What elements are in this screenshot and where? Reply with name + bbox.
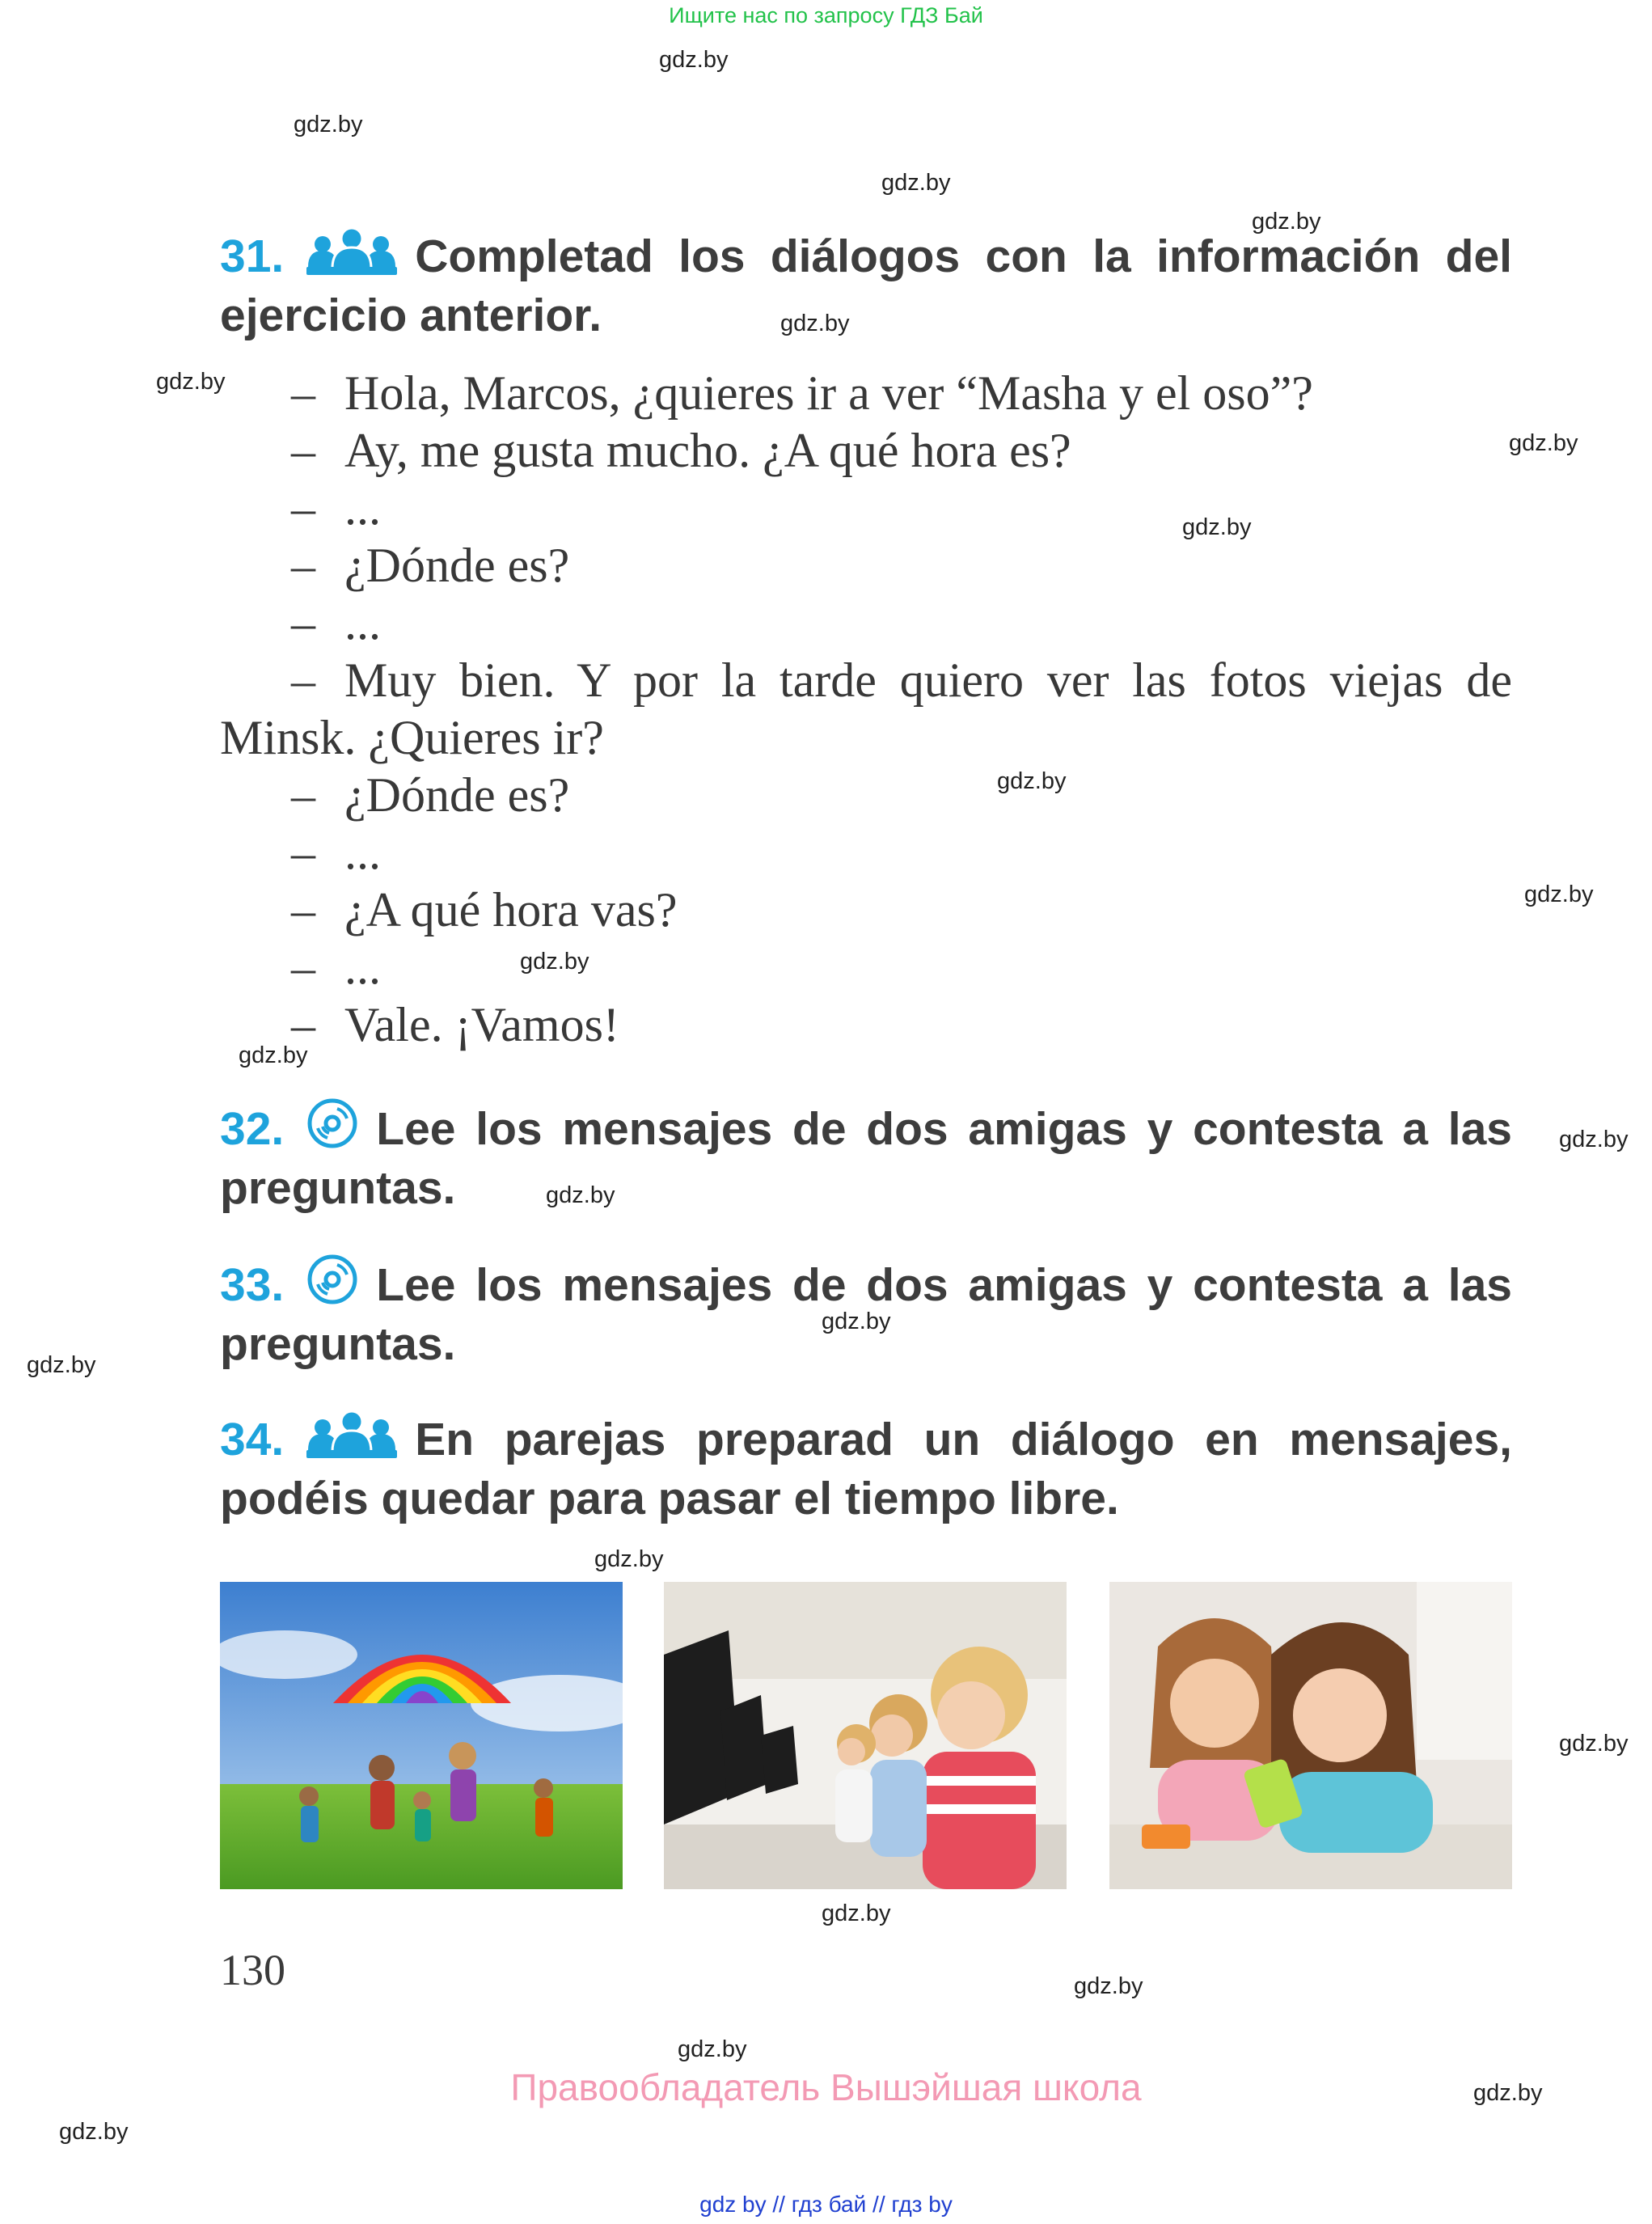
watermark: gdz.by <box>594 1546 664 1572</box>
watermark: gdz.by <box>822 1309 891 1334</box>
watermark: gdz.by <box>1252 209 1321 235</box>
task-number: 33. <box>220 1259 285 1311</box>
dialog-line: – Hola, Marcos, ¿quieres ir a ver “Masha y el oso”? <box>291 366 1313 420</box>
dialog-line: – ... <box>291 826 381 879</box>
footer-links: gdz by // гдз бай // гдз by <box>699 2192 953 2217</box>
audio-disc-icon <box>306 1254 358 1317</box>
watermark: gdz.by <box>659 47 729 73</box>
watermark: gdz.by <box>27 1352 96 1378</box>
dialog-line: – ¿Dónde es? <box>291 539 570 592</box>
dialog-line: – ¿Dónde es? <box>291 768 570 822</box>
dialog-line: – Ay, me gusta mucho. ¿A qué hora es? <box>291 424 1071 477</box>
watermark: gdz.by <box>546 1182 615 1208</box>
dialog-line: – ... <box>291 481 381 535</box>
watermark: gdz.by <box>881 170 951 196</box>
photo-girls-phone <box>1109 1582 1512 1889</box>
watermark: gdz.by <box>822 1901 891 1926</box>
dialog-line: – ... <box>291 941 381 994</box>
photo-kids-computers <box>664 1582 1067 1889</box>
task-33 <box>220 1254 1512 1372</box>
group-icon <box>306 226 397 289</box>
watermark: gdz.by <box>1559 1127 1629 1152</box>
task-32 <box>220 1097 1512 1216</box>
task-text: Lee los mensajes de dos amigas y contesta a las preguntas. <box>220 1259 1512 1370</box>
watermark: gdz.by <box>780 311 850 336</box>
watermark: gdz.by <box>59 2119 129 2145</box>
rights-holder: Правообладатель Вышэйшая школа <box>510 2066 1142 2108</box>
dialog-line: – Muy bien. Y por la tarde quiero ver las fotos viejas de Minsk. ¿Quieres ir? <box>220 653 1512 764</box>
dialog-line: – ... <box>291 596 381 649</box>
watermark: gdz.by <box>239 1042 308 1068</box>
dialog-line: – Vale. ¡Vamos! <box>291 998 619 1051</box>
watermark: gdz.by <box>1074 1973 1143 1999</box>
group-icon <box>306 1410 397 1472</box>
watermark: gdz.by <box>294 112 363 137</box>
audio-disc-icon <box>306 1097 358 1161</box>
dialog-block <box>220 365 1512 1054</box>
watermark: gdz.by <box>520 949 589 975</box>
task-number: 32. <box>220 1103 285 1155</box>
watermark: gdz.by <box>678 2036 747 2062</box>
top-banner: Ищите нас по запросу ГДЗ Бай <box>669 3 983 27</box>
watermark: gdz.by <box>1559 1731 1629 1757</box>
watermark: gdz.by <box>156 369 226 395</box>
watermark: gdz.by <box>1182 514 1252 540</box>
dialog-line: – ¿A qué hora vas? <box>291 883 678 937</box>
watermark: gdz.by <box>1524 882 1594 907</box>
page-number: 130 <box>220 1946 285 1994</box>
watermark: gdz.by <box>1473 2080 1543 2106</box>
task-number: 31. <box>220 230 285 282</box>
photo-kids-kite <box>220 1582 623 1889</box>
task-text: Completad los diálogos con la información del ejercicio anterior. <box>220 230 1512 341</box>
task-text: En parejas preparad un diálogo en mensajes, podéis quedar para pasar el tiempo libre. <box>220 1414 1512 1524</box>
task-number: 34. <box>220 1414 285 1465</box>
watermark: gdz.by <box>1509 430 1578 456</box>
task-text: Lee los mensajes de dos amigas y contesta a las preguntas. <box>220 1103 1512 1214</box>
task-34 <box>220 1410 1512 1526</box>
watermark: gdz.by <box>997 768 1067 794</box>
task-31 <box>220 226 1512 343</box>
